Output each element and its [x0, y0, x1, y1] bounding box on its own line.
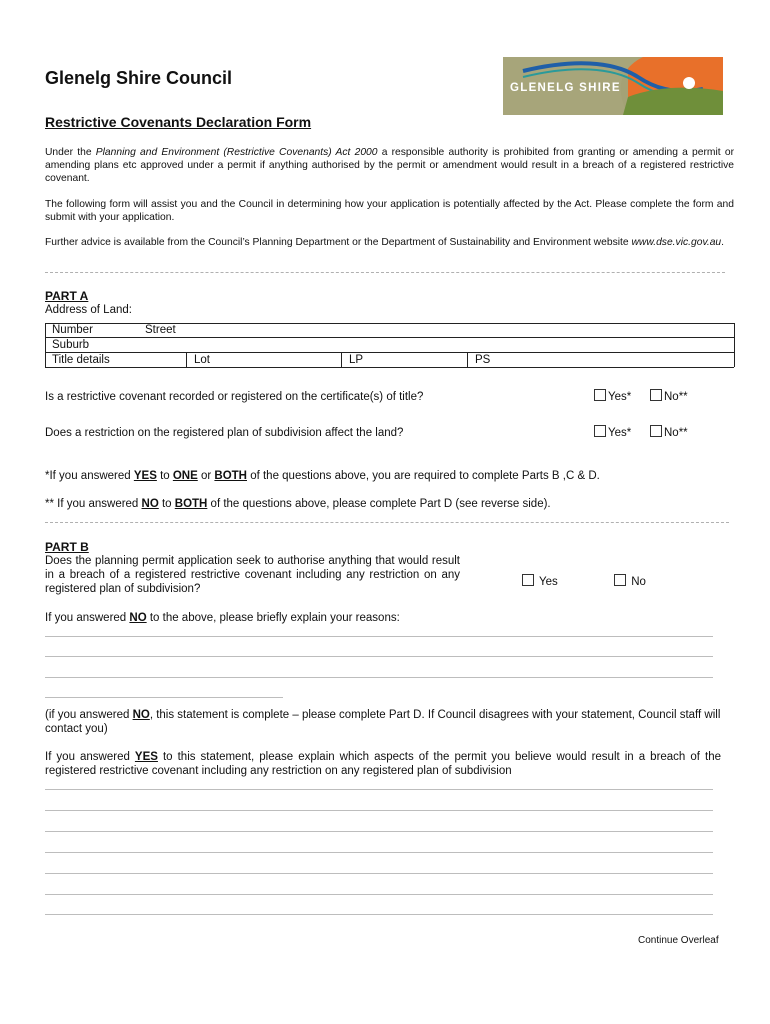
note-text: to [158, 498, 175, 510]
website-link[interactable]: www.dse.vic.gov.au [631, 237, 722, 248]
table-line [45, 367, 734, 368]
intro-text: a responsible authority is prohibited from granting or amending a permit or amending plans etc approved under a permit if anything authorised by the permit or amendment would result in a breach of a registered restrictive covenant. [45, 147, 734, 184]
part-b-yes-label: Yes [539, 576, 558, 588]
explanation-line[interactable] [45, 697, 283, 698]
sun-icon [683, 77, 695, 89]
note-text: ** If you answered [45, 498, 142, 510]
explanation-line[interactable] [45, 873, 713, 874]
section-divider [45, 522, 729, 523]
q1-yes-option[interactable] [594, 389, 631, 404]
lot-label: Lot [186, 353, 210, 367]
explanation-line[interactable] [45, 677, 713, 678]
note-emphasis: BOTH [174, 498, 208, 510]
instruction-text: If you answered [45, 612, 130, 624]
part-a-heading: PART A [45, 289, 89, 303]
explanation-line[interactable] [45, 852, 713, 853]
q1-no-checkbox[interactable] [650, 389, 662, 401]
table-line [734, 323, 735, 367]
part-b-yes-checkbox[interactable] [522, 574, 534, 586]
explanation-line[interactable] [45, 894, 713, 895]
instruction-text: to this statement, please explain which aspects of the permit you believe would result in a breach of the registered restrictive covenant including any restriction on any registered plan of subdivision [45, 751, 721, 777]
q2-yes-option[interactable] [594, 425, 631, 440]
if-yes-explain-label [45, 750, 721, 778]
intro-paragraph-3 [45, 236, 734, 249]
address-suburb-row [45, 338, 734, 352]
continue-overleaf: Continue Overleaf [638, 935, 719, 946]
q1-no-label: No** [664, 391, 688, 403]
intro-text: Under the [45, 147, 96, 158]
note-text: to [156, 470, 173, 482]
suburb-label: Suburb [52, 339, 90, 351]
intro-paragraph-2: The following form will assist you and the Council in determining how your application is potentially affected by the Act. Please complete the form and submit with your application. [45, 199, 734, 223]
q2-no-label: No** [664, 427, 688, 439]
address-label: Address of Land: [45, 304, 132, 316]
logo-text: GLENELG SHIRE [510, 82, 621, 94]
note-yes-instructions [45, 469, 600, 483]
street-label: Street [145, 324, 176, 336]
question-plan-restriction: Does a restriction on the registered plan of subdivision affect the land? [45, 427, 404, 439]
explanation-line[interactable] [45, 789, 713, 790]
explanation-line[interactable] [45, 656, 713, 657]
note-no-instructions [45, 497, 551, 511]
address-number-street-row [45, 323, 734, 337]
number-label: Number [52, 324, 93, 336]
instruction-text: If you answered [45, 751, 135, 763]
instruction-emphasis: YES [134, 751, 158, 763]
q2-no-option[interactable] [650, 425, 688, 440]
part-b-heading: PART B [45, 540, 89, 554]
explanation-line[interactable] [45, 636, 713, 637]
intro-text: . [721, 237, 725, 248]
q1-no-option[interactable] [650, 389, 688, 404]
instruction-text: to the above, please briefly explain your reasons: [146, 612, 400, 624]
explanation-line[interactable] [45, 914, 713, 915]
page-title: Glenelg Shire Council [45, 68, 233, 88]
statement-complete-note [45, 708, 725, 736]
note-emphasis: ONE [172, 470, 198, 482]
q2-yes-label: Yes* [608, 427, 632, 439]
note-emphasis: BOTH [214, 470, 247, 482]
section-divider [45, 272, 725, 273]
note-text: or [197, 470, 215, 482]
part-b-question: Does the planning permit application seek to authorise anything that would result in a breach of a registered restrictive covenant including any restriction on any registered plan of subdivision? [45, 555, 460, 595]
part-b-no-label: No [631, 576, 646, 588]
note-text: , this statement is complete – please complete Part D. If Council disagrees with your statement, Council staff will contact you) [45, 709, 721, 735]
q1-yes-checkbox[interactable] [594, 389, 606, 401]
explanation-line[interactable] [45, 810, 713, 811]
q1-yes-label: Yes* [608, 391, 632, 403]
title-details-row [45, 353, 734, 367]
if-no-explain-label [45, 611, 400, 625]
part-b-no-checkbox[interactable] [614, 574, 626, 586]
note-text: of the questions above, please complete Part D (see reverse side). [207, 498, 551, 510]
part-b-no-option[interactable] [614, 574, 646, 589]
lp-label: LP [341, 353, 363, 367]
q2-yes-checkbox[interactable] [594, 425, 606, 437]
note-text: *If you answered [45, 470, 134, 482]
note-emphasis: NO [141, 498, 159, 510]
table-line [45, 323, 46, 367]
intro-paragraph-1 [45, 146, 734, 185]
glenelg-shire-logo [503, 57, 723, 115]
note-emphasis: YES [133, 470, 157, 482]
instruction-emphasis: NO [129, 612, 147, 624]
part-b-yes-option[interactable] [522, 574, 558, 589]
q2-no-checkbox[interactable] [650, 425, 662, 437]
act-name: Planning and Environment (Restrictive Covenants) Act 2000 [95, 147, 378, 158]
table-line [45, 323, 734, 324]
explanation-line[interactable] [45, 831, 713, 832]
title-details-label: Title details [52, 354, 110, 366]
question-covenant-recorded: Is a restrictive covenant recorded or registered on the certificate(s) of title? [45, 391, 424, 403]
note-text: (if you answered [45, 709, 133, 721]
intro-text: Further advice is available from the Council’s Planning Department or the Department of Sustainability and Environment website [45, 237, 629, 248]
form-title: Restrictive Covenants Declaration Form [45, 114, 312, 130]
note-text: of the questions above, you are required to complete Parts B ,C & D. [247, 470, 600, 482]
ps-label: PS [467, 353, 490, 367]
note-emphasis: NO [132, 709, 150, 721]
